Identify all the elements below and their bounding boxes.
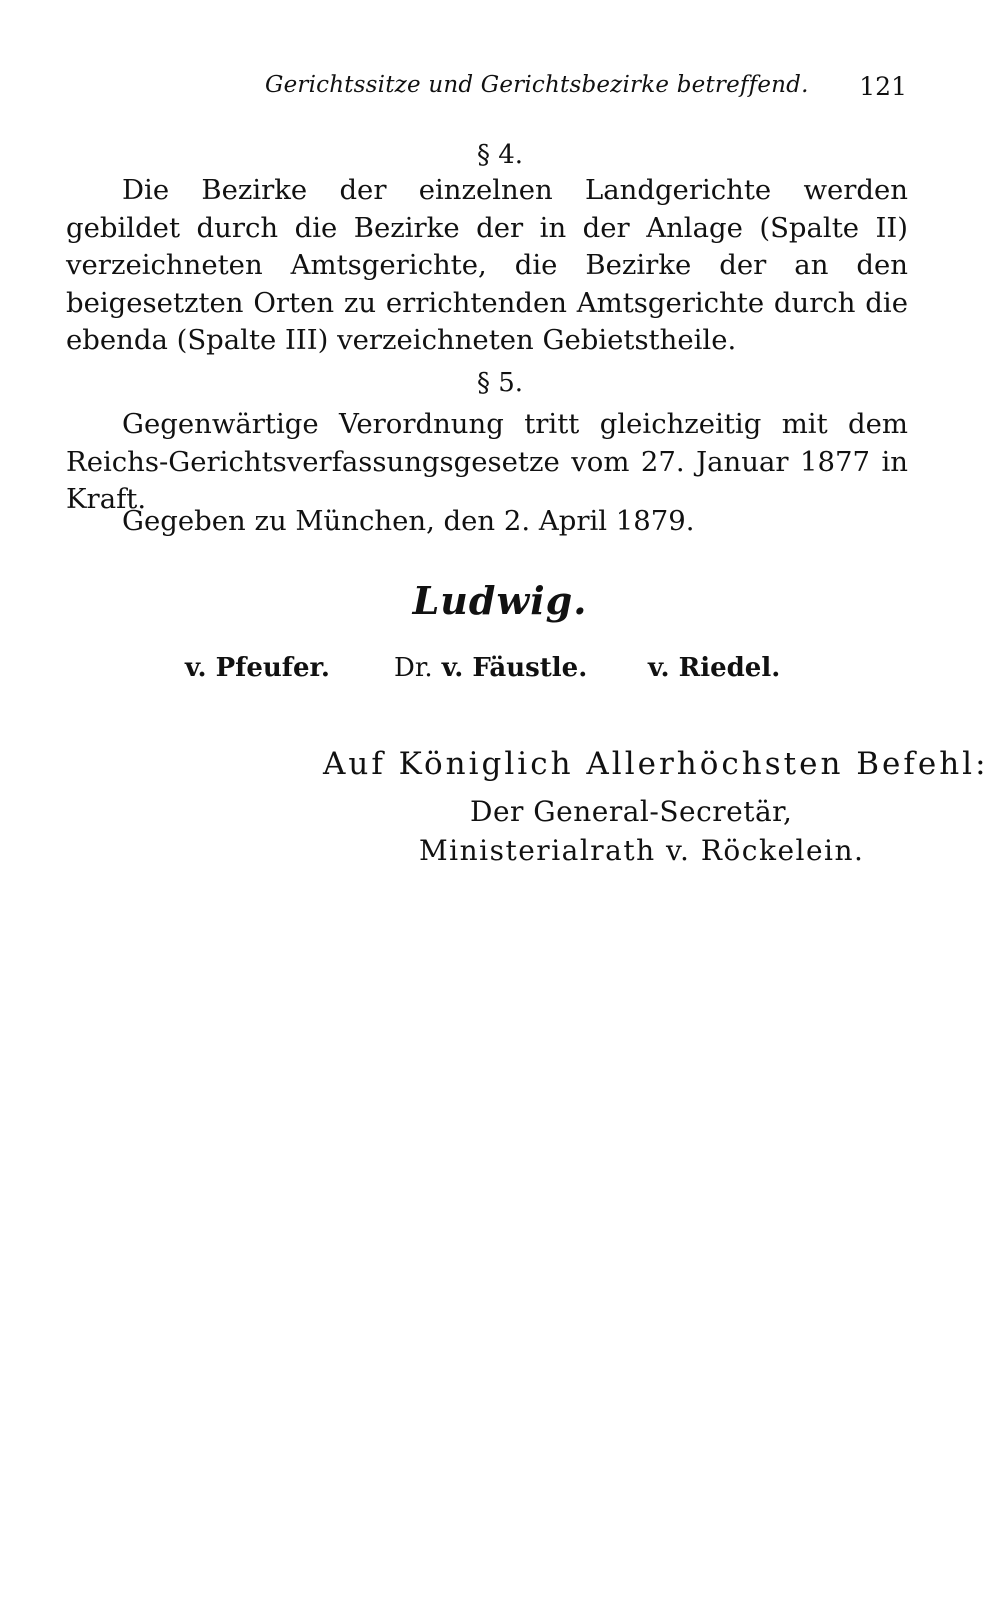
- section-5-heading: § 5.: [476, 368, 524, 398]
- dateline: Gegeben zu München, den 2. April 1879.: [122, 505, 695, 537]
- section-4-paragraph: Die Bezirke der einzelnen Landgerichte werden gebildet durch die Bezirke der in der Anlage (Spalte II) verzeichneten Amtsgerichte, die Bezirke der an den beigesetzten Orten zu errichtenden Amtsgerichte durch die ebenda (Spalte III) verzeichneten Gebietstheile.: [66, 174, 908, 356]
- minister-name: v. Fäustle.: [441, 653, 588, 683]
- secretary-name: Ministerialrath v. Röckelein.: [419, 834, 865, 867]
- running-title: Gerichtssitze und Gerichtsbezirke betreffend.: [265, 72, 809, 98]
- minister-signature-3: [648, 653, 780, 683]
- page-number: 121: [859, 72, 907, 101]
- minister-signature-2: [394, 653, 587, 683]
- minister-name: v. Riedel.: [648, 653, 781, 683]
- section-5-paragraph: Gegenwärtige Verordnung tritt gleichzeitig mit dem Reichs-Gerichtsverfassungsgesetze vom 27. Januar 1877 in Kraft.: [66, 408, 908, 515]
- minister-signature-1: [185, 653, 330, 683]
- royal-command-line: Auf Königlich Allerhöchsten Befehl:: [323, 746, 989, 782]
- sovereign-signature: Ludwig.: [412, 578, 588, 623]
- minister-name: v. Pfeufer.: [185, 653, 330, 683]
- section-4-heading: § 4.: [476, 140, 524, 170]
- secretary-title: Der General-Secretär,: [470, 795, 793, 828]
- minister-prefix: Dr.: [394, 653, 433, 683]
